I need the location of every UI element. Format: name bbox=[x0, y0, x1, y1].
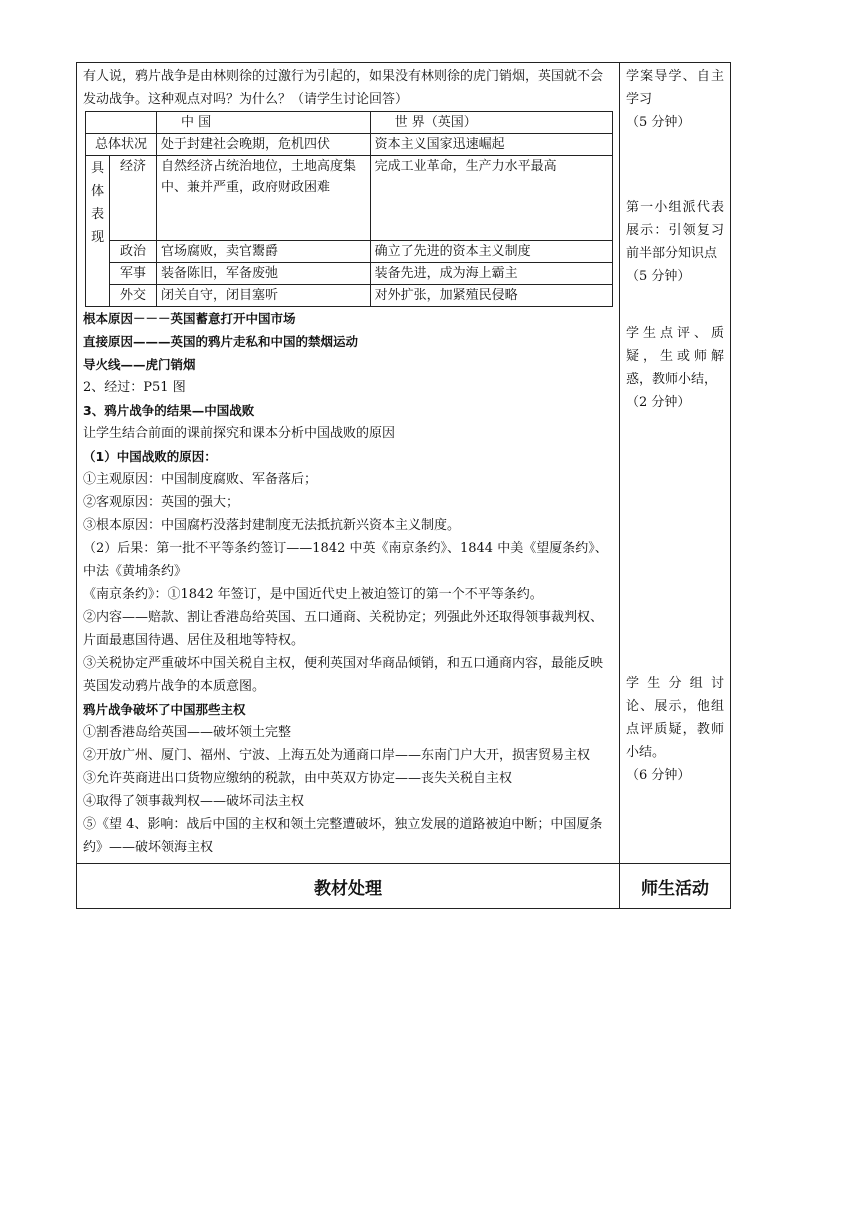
activity-text: 学 生 分 组 讨 论、展示，他组点评质疑，教师小结。 bbox=[626, 676, 724, 760]
activity-block-1 bbox=[626, 65, 724, 134]
cmp-corner bbox=[86, 112, 157, 134]
content-cell bbox=[77, 63, 620, 864]
reason-item: ①主观原因：中国制度腐败、军备落后； bbox=[83, 472, 318, 487]
lesson-plan-table bbox=[76, 62, 731, 909]
sovereignty-item: ②开放广州、厦门、福州、宁波、上海五处为通商口岸——东南门户大开，损害贸易主权 bbox=[83, 748, 591, 763]
cmp-row-label: 经济 bbox=[110, 156, 157, 241]
cmp-overall-world: 资本主义国家迅速崛起 bbox=[370, 134, 612, 156]
process-line: 2、经过：P51 图 bbox=[83, 380, 186, 395]
cmp-detail-label-text: 具体表现 bbox=[91, 161, 105, 245]
reason-item: ③根本原因：中国腐朽没落封建制度无法抵抗新兴资本主义制度。 bbox=[83, 518, 461, 533]
cmp-row-label: 政治 bbox=[110, 241, 157, 263]
activity-text: 第一小组派代表展示：引领复习前半部分知识点 bbox=[626, 200, 724, 261]
nanjing-treaty-line: 《南京条约》：①1842 年签订，是中国近代史上被迫签订的第一个不平等条约。 bbox=[83, 587, 543, 602]
activity-text: 学生点评、质疑，生或师解惑，教师小结， bbox=[626, 326, 724, 387]
treaty-content-line: ②内容——赔款、割让香港岛给英国、五口通商、关税协定；列强此外还取得领事裁判权、片面最惠国待遇、居住及租地等特权。 bbox=[83, 610, 604, 648]
tariff-line: ③关税协定严重破坏中国关税自主权，便利英国对华商品倾销，和五口通商内容，最能反映英国发动鸦片战争的本质意图。 bbox=[83, 656, 604, 694]
cmp-row-world: 完成工业革命，生产力水平最高 bbox=[370, 156, 612, 241]
activity-time: （6 分钟） bbox=[626, 768, 691, 783]
activity-time: （5 分钟） bbox=[626, 115, 691, 130]
comparison-table bbox=[85, 111, 613, 307]
intro-question: 有人说，鸦片战争是由林则徐的过激行为引起的，如果没有林则徐的虎门销烟，英国就不会发动战争。这种观点对吗？为什么？（请学生讨论回答） bbox=[83, 69, 604, 107]
root-cause-line: 根本原因－－－英国蓄意打开中国市场 bbox=[83, 311, 296, 326]
sovereignty-item: ③允许英商进出口货物应缴纳的税款，由中英双方协定——丧失关税自主权 bbox=[83, 771, 513, 786]
activity-block-4 bbox=[626, 672, 724, 787]
cmp-head-china: 中 国 bbox=[156, 112, 370, 134]
footer-material-label: 教材处理 bbox=[77, 864, 620, 909]
result-heading: 3、鸦片战争的结果—中国战败 bbox=[83, 403, 255, 418]
activity-text: 学案导学、自主学习 bbox=[626, 69, 724, 107]
cmp-row-world: 确立了先进的资本主义制度 bbox=[370, 241, 612, 263]
footer-activity-label: 师生活动 bbox=[620, 864, 731, 909]
cmp-row-label: 外交 bbox=[110, 285, 157, 307]
instruction-line: 让学生结合前面的课前探究和课本分析中国战败的原因 bbox=[83, 426, 396, 441]
cmp-detail-label bbox=[86, 156, 110, 307]
activity-cell bbox=[620, 63, 731, 864]
reason-item: ②客观原因：英国的强大； bbox=[83, 495, 240, 510]
cmp-head-world: 世 界（英国） bbox=[370, 112, 612, 134]
sovereignty-item: ⑤《望 4、影响：战后中国的主权和领土完整遭破坏，独立发展的道路被迫中断；中国厦条约》——破坏领海主权 bbox=[83, 817, 603, 855]
sovereignty-item: ④取得了领事裁判权——破坏司法主权 bbox=[83, 794, 305, 809]
cmp-overall-china: 处于封建社会晚期，危机四伏 bbox=[156, 134, 370, 156]
cmp-row-china: 自然经济占统治地位，土地高度集中、兼并严重，政府财政困难 bbox=[156, 156, 370, 241]
trigger-line: 导火线——虎门销烟 bbox=[83, 357, 196, 372]
body-lines bbox=[83, 307, 613, 859]
activity-block-3 bbox=[626, 322, 724, 414]
cmp-row-china: 官场腐败，卖官鬻爵 bbox=[156, 241, 370, 263]
cmp-row-world: 装备先进，成为海上霸主 bbox=[370, 263, 612, 285]
activity-time: （2 分钟） bbox=[626, 395, 691, 410]
cmp-overall-label: 总体状况 bbox=[86, 134, 157, 156]
consequence-line: （2）后果：第一批不平等条约签订——1842 中英《南京条约》、1844 中美《望厦条约》、中法《黄埔条约》 bbox=[83, 541, 608, 579]
activity-block-2 bbox=[626, 196, 724, 288]
sovereignty-heading: 鸦片战争破坏了中国那些主权 bbox=[83, 702, 246, 717]
defeat-reasons-heading: （1）中国战败的原因： bbox=[83, 449, 217, 464]
activity-time: （5 分钟） bbox=[626, 269, 691, 284]
direct-cause-line: 直接原因———英国的鸦片走私和中国的禁烟运动 bbox=[83, 334, 359, 349]
cmp-row-label: 军事 bbox=[110, 263, 157, 285]
sovereignty-item: ①割香港岛给英国——破坏领土完整 bbox=[83, 725, 292, 740]
cmp-row-china: 装备陈旧，军备废弛 bbox=[156, 263, 370, 285]
cmp-row-world: 对外扩张，加紧殖民侵略 bbox=[370, 285, 612, 307]
cmp-row-china: 闭关自守，闭目塞听 bbox=[156, 285, 370, 307]
